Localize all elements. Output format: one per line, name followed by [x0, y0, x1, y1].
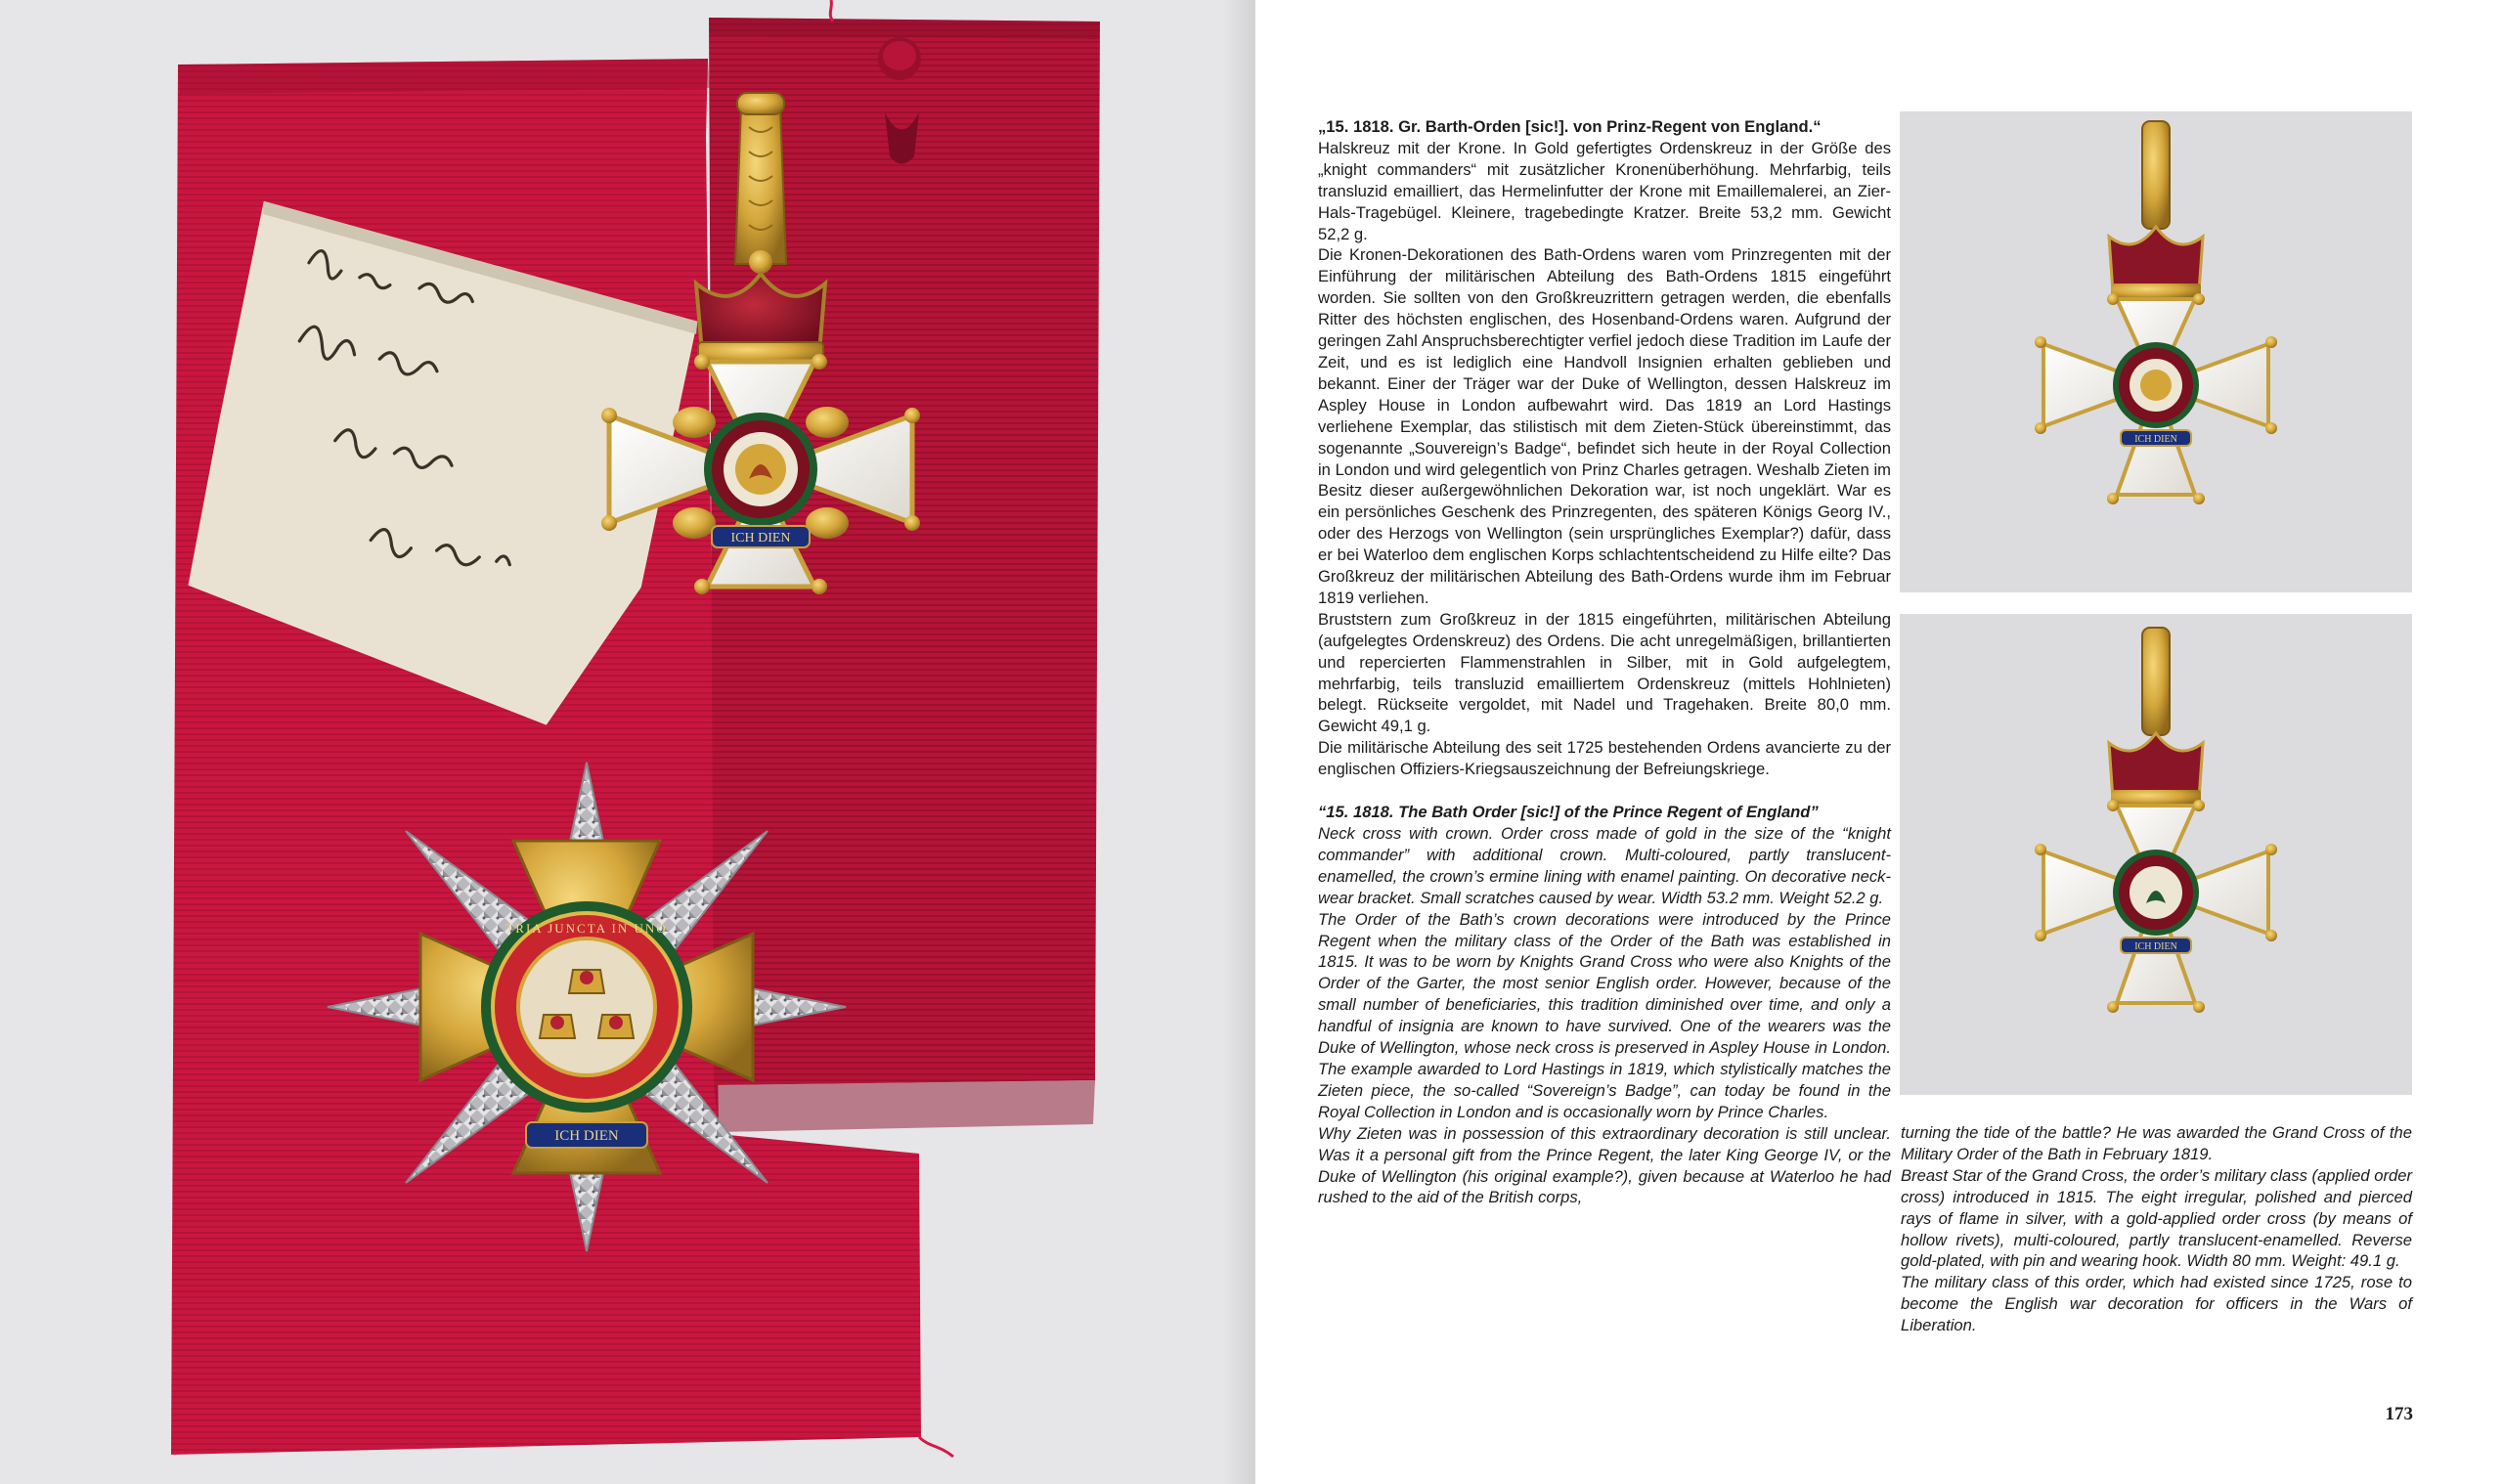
right-page [1255, 0, 2503, 1484]
page-number: 173 [2385, 1404, 2413, 1424]
star-scroll-motto: ICH DIEN [554, 1128, 619, 1144]
english-paragraph: The Order of the Bath’s crown decorations were introduced by the Prince Regent when the military class of the Order of the Bath was established in 1815. It was to be worn by Knights Grand Cross who were also Knights of the Order of the Garter, the most senior English order. However, because of the small number of beneficiaries, this tradition diminished over time, and only a handful of insignia are known to have survived. One of the wearers was the Duke of Wellington, whose neck cross is preserved in Aspley House in London. The example awarded to Lord Hastings in 1819, which stylistically matches the Zieten piece, the so-called “Sovereign’s Badge”, can today be found in the Royal Collection in London and is occasionally worn by Prince Charles. [1318, 909, 1891, 1121]
english-paragraph: turning the tide of the battle? He was awarded the Grand Cross of the Military Order of the Bath in February 1819. [1901, 1123, 2412, 1163]
top-photo-motto: ICH DIEN [2134, 434, 2177, 445]
german-heading: „15. 1818. Gr. Barth-Orden [sic!]. von Prinz-Regent von England.“ [1318, 117, 1822, 136]
english-paragraph: Why Zieten was in possession of this extraordinary decoration is still unclear. Was it a personal gift from the Prince Regent, the later King George IV, or the Duke of Wellington (his original example?), given because at Waterloo he had rushed to the aid of the British corps, [1318, 1123, 1891, 1207]
english-paragraph: The military class of this order, which had existed since 1725, rose to become the English war decoration for officers in the Wars of Liberation. [1901, 1273, 2412, 1335]
gutter-shadow [1222, 0, 1255, 1484]
german-paragraph: Bruststern zum Großkreuz in der 1815 eingeführten, militärischen Abteilung (aufgelegtes Ordenskreuz) des Ordens. Die acht unregelmäßigen, brillantierten und repercierten Flammenstrahlen in Silber, mit in Gold aufgelegtem, mehrfarbig, teils transluzid emailliertem Ordenskreuz (mittels Hohlnieten) belegt. Rückseite vergoldet, mit Nadel und Tragehaken. Breite 80,0 mm. Gewicht 49,1 g. [1318, 609, 1891, 736]
star-motto: TRIA JUNCTA IN UNO [505, 921, 668, 936]
neck-badge-motto: ICH DIEN [730, 531, 791, 546]
english-paragraph: Neck cross with crown. Order cross made of gold in the size of the “knight commander” with additional crown. Multi-coloured, partly translucent-enamelled, the crown’s ermine lining with enamel painting. On decorative neck-wear bracket. Small scratches caused by wear. Width 53.2 mm. Weight 52.2 g. [1318, 824, 1891, 907]
english-heading: “15. 1818. The Bath Order [sic!] of the Prince Regent of England” [1318, 803, 1819, 822]
text-column-right [1901, 1122, 2412, 1336]
german-paragraph: Die Kronen-Dekorationen des Bath-Ordens waren vom Prinzregenten mit der Einführung der militärischen Abteilung des Bath-Ordens 1815 eingeführt worden. Sie sollten von den Großkreuzrittern getragen werden, die ebenfalls Ritter des höchsten englischen, des Hosenband-Ordens waren. Aufgrund der geringen Zahl Anspruchsberechtigter verfiel jedoch diese Tradition im Laufe der Zeit, und es ist lediglich eine Handvoll Insignien erhalten geblieben und bekannt. Einer der Träger war der Duke of Wellington, dessen Halskreuz im Aspley House in London aufbewahrt wird. Das 1819 an Lord Hastings verliehene Exemplar, das stilistisch mit dem Zieten-Stück übereinstimmt, das sogenannte „Souvereign’s Badge“, befindet sich heute in der Royal Collection in London und wird gelegentlich von Prinz Charles getragen. Weshalb Zieten im Besitz dieser außergewöhnlichen Dekoration war, ist noch ungeklärt. War es ein persönliches Geschenk des Prinzregenten, des späteren Königs Georg IV., oder des Herzogs von Wellington (sein ursprüngliches Exemplar?) dafür, dass er bei Waterloo dem englischen Korps schlachtentscheidend zu Hilfe eilte? Das Großkreuz der militärischen Abteilung des Bath-Ordens wurde ihm im Februar 1819 verliehen. [1318, 245, 1891, 607]
badge-photo-bottom [1900, 614, 2412, 1095]
text-column-left [1318, 116, 1891, 1208]
german-paragraph: Halskreuz mit der Krone. In Gold gefertigtes Ordenskreuz in der Größe des „knight commanders“ mit zusätzlicher Kronenüberhöhung. Mehrfarbig, teils transluzid emailliert, das Hermelinfutter der Krone mit Emaillemalerei, an Zier-Hals-Tragebügel. Kleinere, tragebedingte Kratzer. Breite 53,2 mm. Gewicht 52,2 g. [1318, 138, 1891, 243]
german-paragraph: Die militärische Abteilung des seit 1725 bestehenden Ordens avancierte zu der englischen Offiziers-Kriegsauszeichnung der Befreiungskriege. [1318, 738, 1891, 779]
english-paragraph: Breast Star of the Grand Cross, the order’s military class (applied order cross) introduced in 1815. The eight irregular, polished and pierced rays of flame in silver, with a gold-applied order cross (by means of hollow rivets), multi-coloured, partly translucent-enamelled. Reverse gold-plated, with pin and wearing hook. Width 80 mm. Weight: 49.1 g. [1901, 1165, 2412, 1271]
badge-photo-top [1900, 111, 2412, 592]
bottom-photo-motto: ICH DIEN [2134, 941, 2177, 952]
